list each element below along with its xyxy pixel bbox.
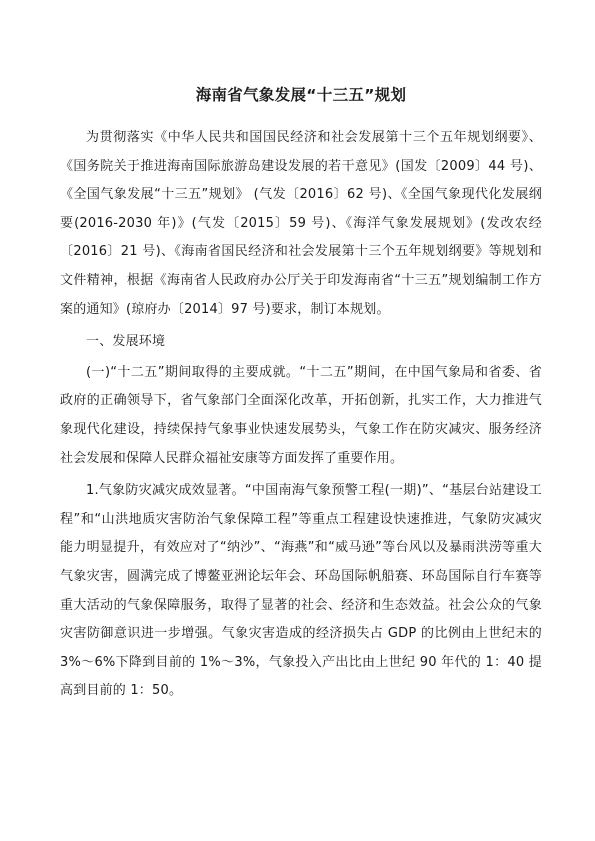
section-heading: 一、发展环境 [86,334,166,350]
document-title: 海南省气象发展“十三五”规划 [195,86,407,104]
achievements-paragraph: (一)“十二五”期间取得的主要成就。“十二五”期间，在中国气象局和省委、省政府的正确领导下，省气象部门全面深化改革，开拓创新，扎实工作，大力推进气象现代化建设，持续保持气象事业快速发展势头，气象工作在防灾减灾、服务经济社会发展和保障人民群众福祉安康等方面发挥了重要作用。 [60,364,542,466]
intro-paragraph: 为贯彻落实《中华人民共和国国民经济和社会发展第十三个五年规划纲要》、《国务院关于推进海南国际旅游岛建设发展的若干意见》(国发〔2009〕44 号)、《全国气象发展“十三五”规划》 (气发〔2016〕62 号)、《全国气象现代化发展纲要(2016-2030 年)》(气发〔2015〕59 号)、《海洋气象发展规划》(发改农经〔2016〕21 号)、《海南省国民经济和社会发展第十三个五年规划纲要》等规划和文件精神，根据《海南省人民政府办公厅关于印发海南省“十三五”规划编制工作方案的通知》(琼府办〔2014〕97 号)要求，制订本规划。 [60,130,542,317]
disaster-prevention-paragraph: 1.气象防灾减灾成效显著。“中国南海气象预警工程(一期)”、“基层台站建设工程”和“山洪地质灾害防治气象保障工程”等重点工程建设快速推进，气象防灾减灾能力明显提升，有效应对了“纳沙”、“海燕”和“威马逊”等台风以及暴雨洪涝等重大气象灾害，圆满完成了博鳌亚洲论坛年会、环岛国际帆船赛、环岛国际自行车赛等重大活动的气象保障服务，取得了显著的社会、经济和生态效益。社会公众的气象灾害防御意识进一步增强。气象灾害造成的经济损失占 GDP 的比例由上世纪末的 3%～6%下降到目前的 1%～3%，气象投入产出比由上世纪 90 年代的 1：40 提高到目前的 1：50。 [60,483,542,699]
